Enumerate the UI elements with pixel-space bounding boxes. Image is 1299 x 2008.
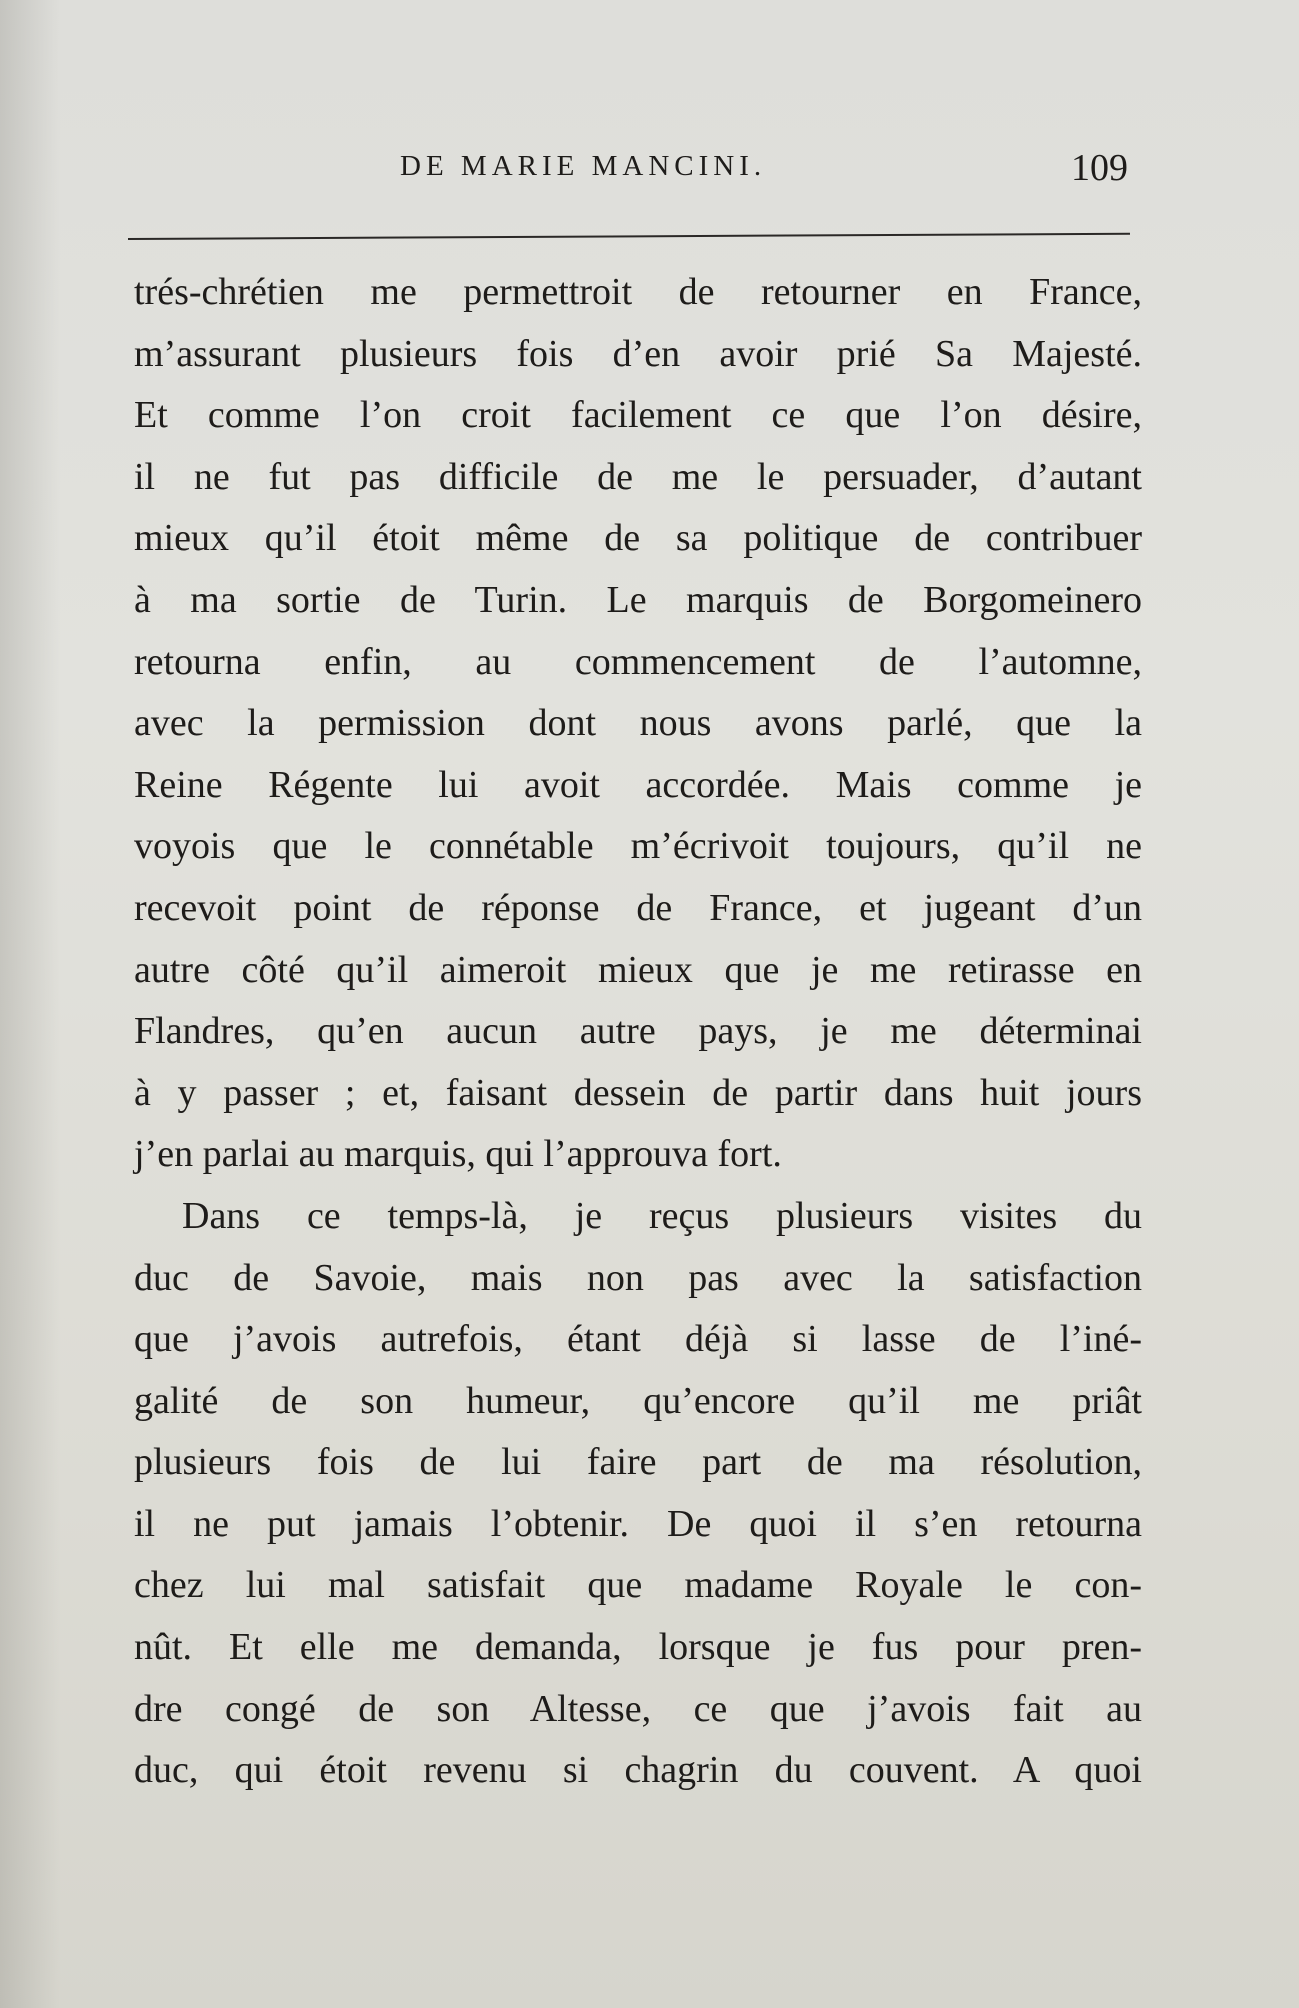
page-gutter-shadow: [0, 0, 60, 2008]
paragraph-end-line: j’en parlai au marquis, qui l’approuva fort.: [134, 1133, 782, 1176]
running-title: DE MARIE MANCINI.: [400, 150, 767, 182]
text-line: mieux qu’il étoit même de sa politique de contribuer: [134, 517, 1142, 560]
text-line: trés-chrétien me permettroit de retourner en France,: [134, 271, 1142, 313]
text-line: à y passer ; et, faisant dessein de partir dans huit jours: [134, 1071, 1142, 1114]
text-line: Reine Régente lui avoit accordée. Mais comme je: [134, 763, 1142, 806]
running-head: [128, 147, 1128, 210]
body-text: [134, 262, 1142, 1802]
text-line: Flandres, qu’en aucun autre pays, je me déterminai: [134, 1010, 1142, 1053]
text-line: plusieurs fois de lui faire part de ma résolution,: [134, 1441, 1142, 1484]
header-rule: [128, 233, 1130, 240]
text-line: duc de Savoie, mais non pas avec la satisfaction: [134, 1256, 1142, 1299]
text-line: autre côté qu’il aimeroit mieux que je me retirasse en: [134, 948, 1142, 991]
text-line: à ma sortie de Turin. Le marquis de Borgomeinero: [134, 578, 1142, 621]
text-line: voyois que le connétable m’écrivoit toujours, qu’il ne: [134, 825, 1142, 868]
text-line: m’assurant plusieurs fois d’en avoir prié Sa Majesté.: [134, 332, 1142, 375]
text-line: dre congé de son Altesse, ce que j’avois fait au: [134, 1687, 1142, 1730]
text-line: que j’avois autrefois, étant déjà si lasse de l’iné-: [134, 1318, 1142, 1361]
text-line: chez lui mal satisfait que madame Royale le con-: [134, 1564, 1142, 1607]
text-line: retourna enfin, au commencement de l’automne,: [134, 640, 1142, 683]
text-line: nût. Et elle me demanda, lorsque je fus pour pren-: [134, 1626, 1142, 1669]
text-line: il ne put jamais l’obtenir. De quoi il s’en retourna: [134, 1502, 1142, 1545]
text-line: duc, qui étoit revenu si chagrin du couvent. A quoi: [134, 1749, 1142, 1792]
text-line: avec la permission dont nous avons parlé, que la: [134, 702, 1142, 745]
text-line: Et comme l’on croit facilement ce que l’on désire,: [134, 394, 1142, 437]
text-line: galité de son humeur, qu’encore qu’il me priât: [134, 1379, 1142, 1422]
page-number: 109: [1071, 147, 1128, 189]
paragraph-start-line: Dans ce temps-là, je reçus plusieurs visites du: [182, 1194, 1142, 1237]
text-line: il ne fut pas difficile de me le persuader, d’autant: [134, 455, 1142, 498]
text-line: recevoit point de réponse de France, et jugeant d’un: [134, 886, 1142, 929]
